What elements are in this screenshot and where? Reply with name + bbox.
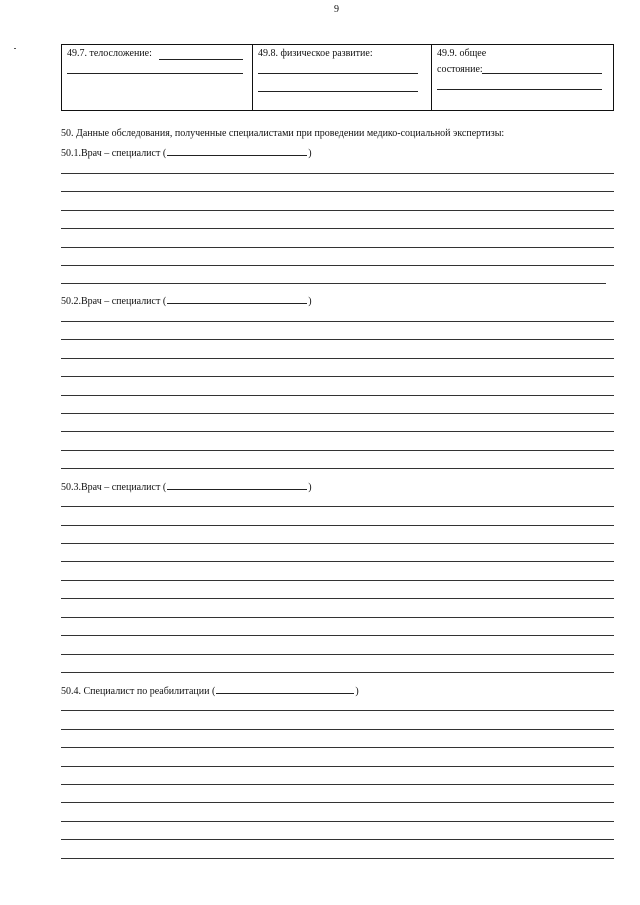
section-50-1-label: 50.1.Врач – специалист: [61, 148, 161, 159]
physical-development-field-2[interactable]: [258, 91, 418, 92]
rehabilitation-specialist-field[interactable]: [216, 683, 354, 694]
answer-line[interactable]: [61, 580, 614, 581]
answer-line[interactable]: [61, 191, 614, 192]
general-condition-cell: [432, 45, 614, 111]
close-paren: ): [355, 686, 359, 697]
close-paren: ): [308, 296, 312, 307]
physical-development-cell: [253, 45, 432, 111]
answer-line[interactable]: [61, 729, 614, 730]
answer-line[interactable]: [61, 395, 614, 396]
general-condition-field[interactable]: [482, 73, 602, 74]
answer-line[interactable]: [61, 431, 614, 432]
answer-line[interactable]: [61, 450, 614, 451]
section-50-1-header: [61, 145, 312, 159]
answer-line[interactable]: [61, 283, 606, 284]
section-50-3-label: 50.3.Врач – специалист: [61, 482, 161, 493]
physical-development-field[interactable]: [258, 73, 418, 74]
physique-field[interactable]: [159, 59, 243, 60]
physical-development-label: 49.8. физическое развитие:: [258, 48, 373, 59]
answer-line[interactable]: [61, 506, 614, 507]
answer-line[interactable]: [61, 710, 614, 711]
general-condition-label-2: состояние:: [437, 64, 483, 75]
answer-line[interactable]: [61, 839, 614, 840]
section-50-2-label: 50.2.Врач – специалист: [61, 296, 161, 307]
open-paren: (: [162, 148, 167, 159]
answer-line[interactable]: [61, 766, 614, 767]
answer-line[interactable]: [61, 635, 614, 636]
section-50-3-header: [61, 479, 312, 493]
answer-line[interactable]: [61, 617, 614, 618]
open-paren: (: [162, 296, 167, 307]
section-50-title: 50. Данные обследования, полученные специалистами при проведении медико-социальной экспертизы:: [61, 128, 505, 139]
specialist-3-field[interactable]: [167, 479, 307, 490]
answer-line[interactable]: [61, 468, 614, 469]
answer-line[interactable]: [61, 376, 614, 377]
section-50-4-header: [61, 683, 359, 697]
section-50-2-header: [61, 293, 312, 307]
answer-line[interactable]: [61, 858, 614, 859]
close-paren: ): [308, 482, 312, 493]
answer-line[interactable]: [61, 358, 614, 359]
answer-line[interactable]: [61, 525, 614, 526]
physique-field-2[interactable]: [67, 73, 243, 74]
page-number: 9: [334, 4, 339, 15]
open-paren: (: [162, 482, 167, 493]
answer-line[interactable]: [61, 598, 614, 599]
physique-cell: [62, 45, 253, 111]
answer-line[interactable]: [61, 413, 614, 414]
close-paren: ): [308, 148, 312, 159]
answer-line[interactable]: [61, 561, 614, 562]
answer-line[interactable]: [61, 228, 614, 229]
answer-line[interactable]: [61, 784, 614, 785]
physique-label: 49.7. телосложение:: [67, 48, 152, 59]
general-condition-label-1: 49.9. общее: [437, 48, 487, 59]
specialist-1-field[interactable]: [167, 145, 307, 156]
answer-line[interactable]: [61, 247, 614, 248]
answer-line[interactable]: [61, 543, 614, 544]
answer-line[interactable]: [61, 265, 614, 266]
section-50-4-label: 50.4. Специалист по реабилитации: [61, 686, 210, 697]
scan-mark: [14, 48, 16, 49]
answer-line[interactable]: [61, 210, 614, 211]
examination-table: [61, 44, 614, 111]
specialist-2-field[interactable]: [167, 293, 307, 304]
answer-line[interactable]: [61, 654, 614, 655]
answer-line[interactable]: [61, 173, 614, 174]
answer-line[interactable]: [61, 339, 614, 340]
answer-line[interactable]: [61, 747, 614, 748]
open-paren: (: [211, 686, 216, 697]
general-condition-field-2[interactable]: [437, 89, 602, 90]
answer-line[interactable]: [61, 672, 614, 673]
answer-line[interactable]: [61, 821, 614, 822]
answer-line[interactable]: [61, 802, 614, 803]
answer-line[interactable]: [61, 321, 614, 322]
